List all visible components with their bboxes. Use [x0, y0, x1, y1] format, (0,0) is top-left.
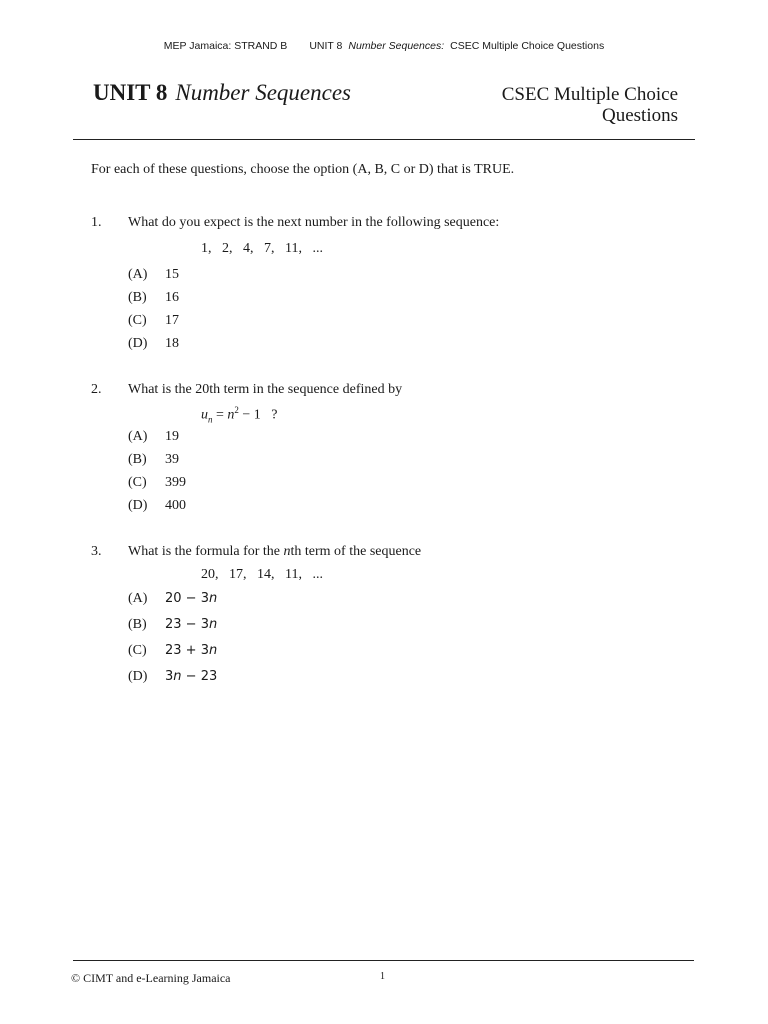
option-value: 16 [165, 290, 179, 305]
question-number: 1. [91, 215, 102, 230]
running-header-topic: Number Sequences: [348, 40, 445, 52]
sequence: 1, 2, 4, 7, 11, ... [201, 241, 323, 256]
expression-pre: 23 − 3 [165, 617, 209, 632]
option-value: 18 [165, 336, 179, 351]
question-text: What is the 20th term in the sequence defined by [128, 382, 403, 397]
sequence-formula [201, 405, 278, 424]
question-text-end: th term of the sequence [290, 544, 422, 559]
question-number: 3. [91, 544, 102, 559]
running-header-unit: UNIT 8 [309, 40, 343, 52]
formula-exponent: 2 [234, 405, 239, 415]
expression-variable: n [208, 643, 218, 658]
section-title [418, 84, 678, 126]
sequence: 20, 17, 14, 11, ... [201, 567, 323, 582]
header-divider [73, 139, 695, 140]
option-letter: (C) [128, 643, 147, 658]
option-letter: (D) [128, 669, 148, 684]
option-value: 39 [165, 452, 179, 467]
option-letter: (A) [128, 591, 148, 606]
option-letter: (C) [128, 475, 147, 490]
running-header-section: CSEC Multiple Choice Questions [450, 40, 605, 52]
formula-base: n [227, 407, 235, 423]
option-b [128, 452, 179, 468]
expression-variable: n [208, 591, 218, 606]
section-title-line-2: Questions [602, 105, 678, 126]
unit-label: UNIT 8 [93, 80, 168, 105]
option-letter: (D) [128, 336, 148, 351]
formula-equals: = [212, 407, 228, 423]
formula-rest: − 1 ? [238, 407, 278, 423]
option-value: 17 [165, 313, 179, 328]
option-b [128, 290, 179, 306]
option-c [128, 313, 179, 329]
formula-subscript: n [208, 414, 213, 425]
option-letter: (A) [128, 429, 148, 444]
option-letter: (A) [128, 267, 148, 282]
expression-post: − 23 [181, 669, 218, 684]
option-value: 400 [165, 498, 186, 513]
option-letter: (D) [128, 498, 148, 513]
question-text-variable: n [283, 544, 291, 559]
option-expression [165, 669, 217, 684]
option-letter: (B) [128, 290, 147, 305]
option-d [128, 336, 179, 352]
option-c [128, 643, 217, 659]
option-letter: (B) [128, 452, 147, 467]
option-c [128, 475, 186, 491]
footer-copyright: © CIMT and e-Learning Jamaica [71, 971, 231, 985]
option-letter: (C) [128, 313, 147, 328]
question-number: 2. [91, 382, 102, 397]
unit-title [93, 80, 351, 106]
option-b [128, 617, 217, 633]
option-a [128, 267, 179, 283]
option-value: 399 [165, 475, 186, 490]
running-header-strand: MEP Jamaica: STRAND B [163, 40, 288, 52]
expression-variable: n [208, 617, 218, 632]
option-expression [165, 617, 217, 632]
option-d [128, 498, 186, 514]
running-header [0, 40, 768, 52]
formula-variable: u [201, 407, 208, 423]
unit-name: Number Sequences [175, 80, 352, 105]
option-a [128, 591, 217, 607]
option-d [128, 669, 217, 685]
expression-pre: 20 − 3 [165, 591, 209, 606]
question-text-start: What is the formula for the [128, 544, 284, 559]
section-title-line-1: CSEC Multiple Choice [501, 84, 678, 105]
footer-divider [73, 960, 694, 961]
expression-pre: 23 + 3 [165, 643, 209, 658]
question-text: What do you expect is the next number in the following sequence: [128, 215, 500, 230]
option-a [128, 429, 179, 445]
expression-pre: 3 [165, 669, 174, 684]
option-letter: (B) [128, 617, 147, 632]
expression-variable: n [173, 669, 182, 684]
question-text [128, 544, 421, 560]
option-expression [165, 591, 217, 606]
option-expression [165, 643, 217, 658]
option-value: 19 [165, 429, 179, 444]
instructions: For each of these questions, choose the option (A, B, C or D) that is TRUE. [91, 162, 515, 177]
option-value: 15 [165, 267, 179, 282]
page-number: 1 [380, 971, 385, 982]
